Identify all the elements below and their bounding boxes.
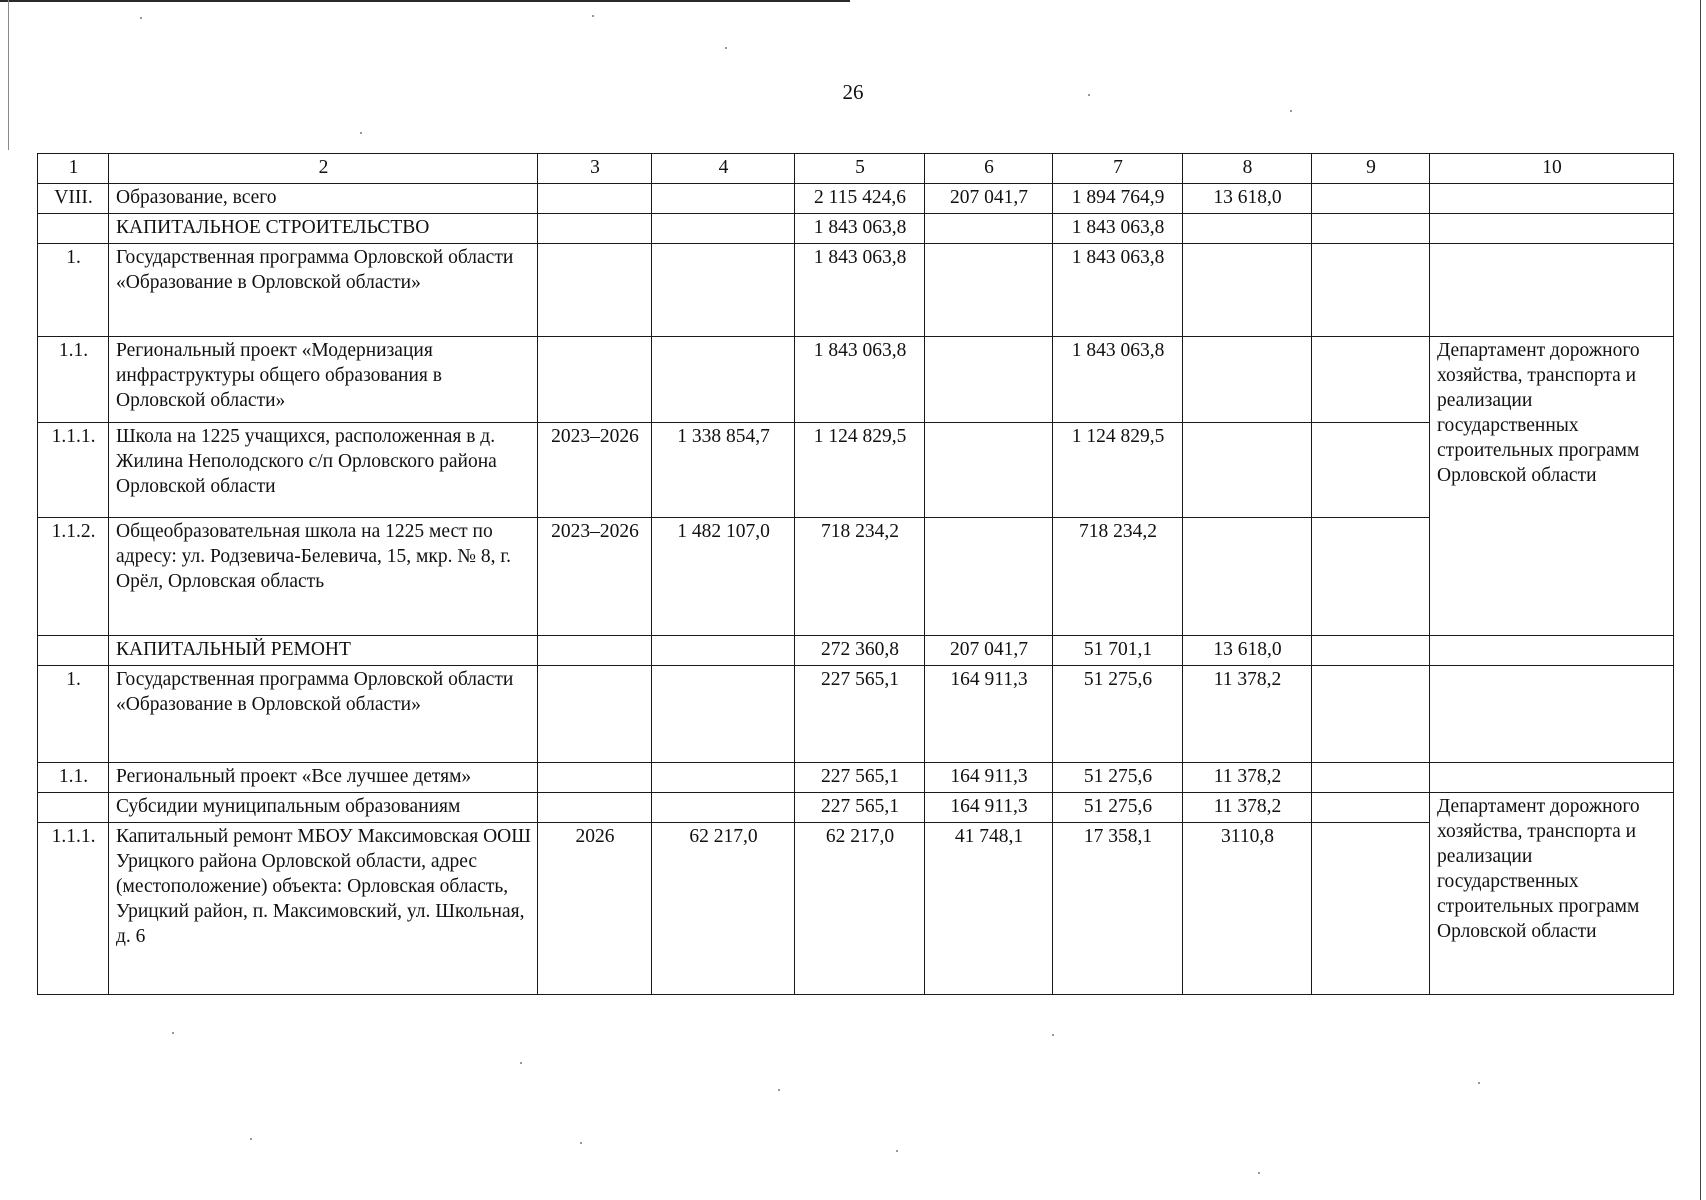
responsible-department-cell: Департамент дорожного хозяйства, транспорта и реализации государственных строительных программ Орловской области (1430, 793, 1674, 995)
row-years (538, 244, 652, 337)
scan-edge-right (1700, 0, 1701, 1200)
row-federal (925, 244, 1053, 337)
row-regional: 1 894 764,9 (1053, 184, 1183, 214)
table-row (38, 423, 1674, 518)
row-cost (652, 666, 795, 763)
row-years (538, 636, 652, 666)
row-other (1312, 666, 1430, 763)
row-local: 11 378,2 (1183, 666, 1312, 763)
scan-edge-top (0, 0, 850, 2)
table-row (38, 184, 1674, 214)
scan-speck (1052, 1034, 1054, 1036)
row-total: 1 843 063,8 (795, 214, 925, 244)
scan-speck (250, 1138, 252, 1140)
row-other (1312, 244, 1430, 337)
row-number: 1. (38, 244, 109, 337)
scan-speck (778, 1089, 780, 1091)
scan-speck (140, 17, 142, 19)
row-total: 1 124 829,5 (795, 423, 925, 518)
row-years (538, 763, 652, 793)
table-row (38, 763, 1674, 793)
row-other (1312, 793, 1430, 823)
row-total: 1 843 063,8 (795, 337, 925, 423)
scan-speck (1290, 110, 1292, 112)
row-regional: 1 843 063,8 (1053, 244, 1183, 337)
row-federal: 41 748,1 (925, 823, 1053, 995)
budget-table (37, 153, 1674, 995)
row-total: 272 360,8 (795, 636, 925, 666)
scan-speck (520, 1062, 522, 1064)
row-other (1312, 214, 1430, 244)
row-cost (652, 337, 795, 423)
table-row (38, 244, 1674, 337)
table-row (38, 518, 1674, 636)
table-row (38, 636, 1674, 666)
scan-speck (360, 132, 362, 134)
row-federal (925, 518, 1053, 636)
row-name: Региональный проект «Модернизация инфраструктуры общего образования в Орловской области» (109, 337, 538, 423)
row-number: 1.1.1. (38, 423, 109, 518)
row-number (38, 214, 109, 244)
row-years: 2023–2026 (538, 423, 652, 518)
row-number (38, 636, 109, 666)
row-federal: 164 911,3 (925, 666, 1053, 763)
row-local (1183, 423, 1312, 518)
table-row (38, 793, 1674, 823)
row-total: 227 565,1 (795, 666, 925, 763)
header-cell: 7 (1053, 154, 1183, 184)
row-other (1312, 184, 1430, 214)
row-years (538, 666, 652, 763)
header-cell: 3 (538, 154, 652, 184)
row-regional: 51 275,6 (1053, 666, 1183, 763)
row-years: 2026 (538, 823, 652, 995)
row-total: 718 234,2 (795, 518, 925, 636)
row-total: 1 843 063,8 (795, 244, 925, 337)
row-regional: 17 358,1 (1053, 823, 1183, 995)
row-cost (652, 763, 795, 793)
row-regional: 51 701,1 (1053, 636, 1183, 666)
row-cost: 62 217,0 (652, 823, 795, 995)
row-other (1312, 823, 1430, 995)
row-number: 1.1. (38, 763, 109, 793)
row-number: 1.1. (38, 337, 109, 423)
row-name: Субсидии муниципальным образованиям (109, 793, 538, 823)
row-total: 62 217,0 (795, 823, 925, 995)
row-cost (652, 214, 795, 244)
header-cell: 1 (38, 154, 109, 184)
row-local (1183, 244, 1312, 337)
row-regional: 718 234,2 (1053, 518, 1183, 636)
row-federal: 164 911,3 (925, 793, 1053, 823)
scan-edge-left (8, 0, 9, 150)
row-regional: 51 275,6 (1053, 793, 1183, 823)
row-local (1183, 518, 1312, 636)
table-row (38, 823, 1674, 995)
row-responsible (1430, 763, 1674, 793)
header-cell: 5 (795, 154, 925, 184)
row-federal (925, 214, 1053, 244)
row-other (1312, 423, 1430, 518)
row-name: КАПИТАЛЬНОЕ СТРОИТЕЛЬСТВО (109, 214, 538, 244)
row-number: VIII. (38, 184, 109, 214)
row-years: 2023–2026 (538, 518, 652, 636)
row-number (38, 793, 109, 823)
row-cost (652, 636, 795, 666)
header-cell: 10 (1430, 154, 1674, 184)
row-cost (652, 793, 795, 823)
row-name: Государственная программа Орловской области «Образование в Орловской области» (109, 244, 538, 337)
header-cell: 8 (1183, 154, 1312, 184)
row-regional: 51 275,6 (1053, 763, 1183, 793)
row-cost: 1 338 854,7 (652, 423, 795, 518)
row-local: 11 378,2 (1183, 763, 1312, 793)
row-federal: 164 911,3 (925, 763, 1053, 793)
row-total: 227 565,1 (795, 763, 925, 793)
row-name: Образование, всего (109, 184, 538, 214)
row-responsible (1430, 636, 1674, 666)
row-regional: 1 843 063,8 (1053, 214, 1183, 244)
row-cost (652, 244, 795, 337)
row-other (1312, 518, 1430, 636)
table-row (38, 214, 1674, 244)
header-cell: 2 (109, 154, 538, 184)
row-federal: 207 041,7 (925, 636, 1053, 666)
table-row (38, 666, 1674, 763)
row-responsible (1430, 214, 1674, 244)
row-years (538, 184, 652, 214)
row-name: Региональный проект «Все лучшее детям» (109, 763, 538, 793)
row-other (1312, 763, 1430, 793)
row-name: Капитальный ремонт МБОУ Максимовская ООШ Урицкого района Орловской области, адрес (местоположение) объекта: Орловская область, Урицкий район, п. Максимовский, ул. Школьная, д. 6 (109, 823, 538, 995)
scan-speck (725, 47, 727, 49)
row-local: 11 378,2 (1183, 793, 1312, 823)
scan-speck (1088, 94, 1090, 96)
row-total: 2 115 424,6 (795, 184, 925, 214)
header-cell: 4 (652, 154, 795, 184)
row-responsible (1430, 184, 1674, 214)
scan-speck (896, 1150, 898, 1152)
header-cell: 9 (1312, 154, 1430, 184)
row-federal (925, 337, 1053, 423)
row-regional: 1 124 829,5 (1053, 423, 1183, 518)
row-other (1312, 337, 1430, 423)
row-local: 13 618,0 (1183, 184, 1312, 214)
responsible-department-cell: Департамент дорожного хозяйства, транспорта и реализации государственных строительных программ Орловской области (1430, 337, 1674, 636)
row-number: 1.1.1. (38, 823, 109, 995)
row-local: 13 618,0 (1183, 636, 1312, 666)
scan-speck (172, 1032, 174, 1034)
row-years (538, 793, 652, 823)
row-years (538, 214, 652, 244)
scan-speck (592, 15, 594, 17)
page-number: 26 (842, 80, 864, 104)
row-name: Государственная программа Орловской области «Образование в Орловской области» (109, 666, 538, 763)
row-total: 227 565,1 (795, 793, 925, 823)
scan-speck (1258, 1172, 1260, 1174)
row-federal: 207 041,7 (925, 184, 1053, 214)
row-federal (925, 423, 1053, 518)
row-cost (652, 184, 795, 214)
row-responsible (1430, 666, 1674, 763)
scan-speck (1478, 1082, 1480, 1084)
row-local: 3110,8 (1183, 823, 1312, 995)
row-name: Общеобразовательная школа на 1225 мест по адресу: ул. Родзевича-Белевича, 15, мкр. № 8, г. Орёл, Орловская область (109, 518, 538, 636)
row-regional: 1 843 063,8 (1053, 337, 1183, 423)
scan-speck (580, 1142, 582, 1144)
row-number: 1.1.2. (38, 518, 109, 636)
row-responsible (1430, 244, 1674, 337)
row-local (1183, 214, 1312, 244)
row-other (1312, 636, 1430, 666)
header-cell: 6 (925, 154, 1053, 184)
row-number: 1. (38, 666, 109, 763)
table-row (38, 337, 1674, 423)
row-name: Школа на 1225 учащихся, расположенная в д. Жилина Неполодского с/п Орловского района Орловской области (109, 423, 538, 518)
row-years (538, 337, 652, 423)
row-name: КАПИТАЛЬНЫЙ РЕМОНТ (109, 636, 538, 666)
row-cost: 1 482 107,0 (652, 518, 795, 636)
header-row (38, 154, 1674, 184)
row-local (1183, 337, 1312, 423)
